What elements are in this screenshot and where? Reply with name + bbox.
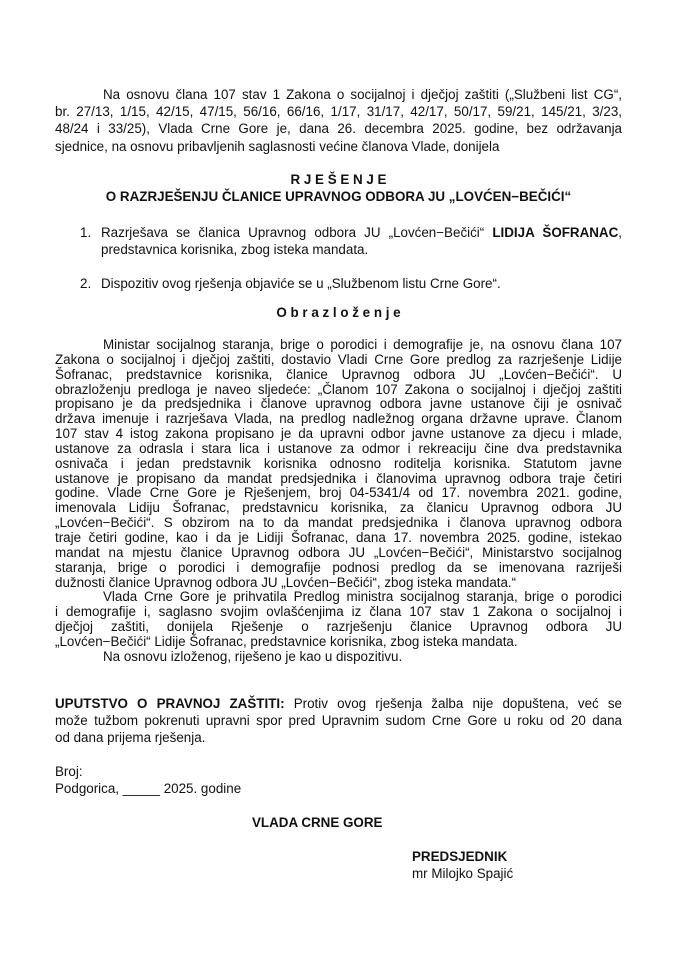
person-name: LIDIJA ŠOFRANAC	[492, 225, 619, 240]
legal-remedy-label: UPUTSTVO O PRAVNOJ ZAŠTITI:	[55, 696, 285, 711]
item-number: 1.	[80, 225, 92, 240]
explanation-line: staranja, brige o porodici i demografije podnosi predlog da se imenovana razriješi	[55, 559, 622, 575]
explanation-line: ustanove za odrasla i stara lica i ustanove za odmor i rekreaciju čine dva predstavnika	[55, 440, 622, 456]
legal-remedy-text: može tužbom pokrenuti upravni spor pred Upravnim sudom Crne Gore u roku od 20 dana	[55, 713, 622, 729]
preamble-line: br. 27/13, 1/15, 42/15, 47/15, 56/16, 66/16, 1/17, 31/17, 42/17, 50/17, 59/21, 145/21, 3/23,	[55, 104, 622, 120]
explanation-line: traje četiri godine, kao i da je Lidiji Šofranac, dana 17. novembra 2025. godine, istekao	[55, 529, 622, 545]
item-text: Dispozitiv ovog rješenja objaviće se u „Službenom listu Crne Gore“.	[101, 276, 501, 291]
explanation-line: ustanove je propisano da mandat predsjednika i članovima upravnog odbora traje četiri	[55, 470, 622, 486]
document-title: R J E Š E N J E	[290, 172, 387, 187]
explanation-line: i demografije i, saglasno svojim ovlašćenjima iz člana 107 stav 1 Zakona o socijalnoj i	[55, 604, 622, 620]
explanation-line: mandat na mjestu članice Upravnog odbora JU „Lovćen−Bečići“, Ministarstvo socijalnog	[55, 544, 622, 560]
explanation-line: imenovala Lidiju Šofranac, predstavnicu korisnika, za članicu Upravnog odbora JU	[55, 500, 622, 516]
preamble-line: sjednice, na osnovu pribavljenih saglasnosti većine članova Vlade, donijela	[55, 138, 500, 154]
legal-remedy	[55, 695, 622, 747]
explanation-line: „Lovćen−Bečići“ Lidije Šofranac, predstavnice korisnika, zbog isteka mandata.	[55, 633, 518, 649]
explanation-line: Šofranac, predstavnice korisnika, članice Upravnog odbora JU „Lovćen−Bečići“. U	[55, 366, 622, 382]
explanation-line: država imenuje i razrješava Vlada, na predlog nadležnog organa državne uprave. Članom	[55, 411, 622, 427]
explanation-line: propisano je da predsjednika i članove upravnog odbora javne ustanove čiji je osnivač	[55, 396, 622, 412]
explanation-line: godine. Vlade Crne Gore je Rješenjem, broj 04-5341/4 od 17. novembra 2021. godine,	[55, 485, 622, 501]
government-name: VLADA CRNE GORE	[252, 815, 383, 830]
number-label: Broj:	[55, 764, 83, 779]
document-subtitle: O RAZRJEŠENJU ČLANICE UPRAVNOG ODBORA JU „LOVĆEN−BEČIĆI“	[105, 189, 572, 204]
explanation-line: Na osnovu izloženog, riješeno je kao u dispozitivu.	[103, 648, 403, 664]
signatory-name: mr Milojko Spajić	[412, 866, 514, 881]
explanation-line: obrazloženju predloga je naveo sljedeće: „Članom 107 Zakona o socijalnoj i dječjoj zaštiti	[55, 381, 622, 397]
explanation	[55, 338, 622, 665]
item-number: 2.	[80, 276, 92, 291]
explanation-line: Vlada Crne Gore je prihvatila Predlog ministra socijalnog staranja, brige o porodici	[103, 589, 622, 605]
explanation-line: Zakona o socijalnoj i dječjoj zaštiti, dostavio Vladi Crne Gore predlog za razrješenje Lidije	[55, 351, 622, 367]
item-text: ,	[618, 225, 622, 240]
preamble-line: 48/24 i 33/25), Vlada Crne Gore je, dana 26. decembra 2025. godine, bez održavanja	[55, 121, 622, 137]
explanation-line: „Lovćen−Bečići“. S obzirom na to da mandat predsjednika i članova upravnog odbora	[55, 515, 622, 531]
explanation-line: dužnosti članice Upravnog odbora JU „Lovćen−Bečići“, zbog isteka mandata.“	[55, 574, 517, 590]
explanation-heading: O b r a z l o ž e n j e	[276, 305, 401, 320]
place-date: Podgorica, _____ 2025. godine	[55, 781, 242, 796]
legal-remedy-text: Protiv ovog rješenja žalba nije dopuštena, već se	[284, 696, 622, 711]
signatory-title: PREDSJEDNIK	[412, 849, 508, 864]
item-text: Razrješava se članica Upravnog odbora JU „Lovćen−Bečići“	[101, 225, 493, 240]
explanation-line: dječjoj zaštiti, donijela Rješenje o razrješenju članice Upravnog odbora JU	[55, 619, 622, 635]
explanation-line: osnivača i jedan predstavnik korisnika odnosno roditelja korisnika. Statutom javne	[55, 455, 622, 471]
explanation-line: 107 stav 4 istog zakona propisano je da upravni odbor javne ustanove za djecu i mlade,	[55, 426, 622, 442]
legal-remedy-text: od dana prijema rješenja.	[55, 730, 206, 746]
item-text: predstavnica korisnika, zbog isteka mandata.	[101, 242, 369, 257]
preamble-line: Na osnovu člana 107 stav 1 Zakona o socijalnoj i dječjoj zaštiti („Službeni list CG“,	[103, 87, 622, 102]
preamble	[55, 86, 622, 155]
explanation-line: Ministar socijalnog staranja, brige o porodici i demografije je, na osnovu člana 107	[103, 337, 622, 352]
